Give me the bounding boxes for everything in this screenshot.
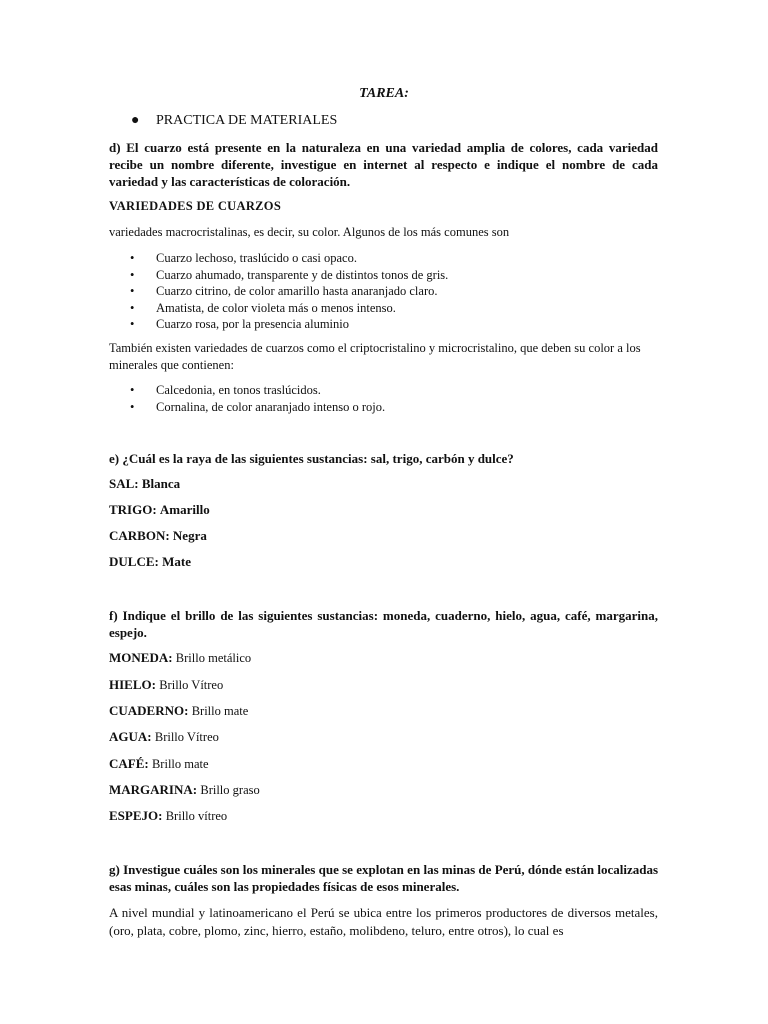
luster-cuaderno: CUADERNO: Brillo mate [109,703,249,718]
question-e: e) ¿Cuál es la raya de las siguientes sustancias: sal, trigo, carbón y dulce? [109,451,514,466]
streak-trigo: TRIGO: Amarillo [109,502,210,517]
bullet-icon: • [130,284,135,298]
list-item: • Cuarzo citrino, de color amarillo hasta anaranjado claro. [130,284,438,298]
question-d: d) El cuarzo está presente en la naturaleza en una variedad amplia de colores, cada variedad recibe un nombre diferente, investigue en internet al respecto e indique el nombre de cada variedad y las características de coloración. [109,140,658,189]
streak-sal: SAL: Blanca [109,476,181,491]
bullet-icon: • [130,251,135,265]
luster-cafe: CAFÉ: Brillo mate [109,756,209,771]
streak-dulce: DULCE: Mate [109,554,191,569]
bullet-icon: ● [131,113,140,128]
paragraph-cripto: También existen variedades de cuarzos como el criptocristalino y microcristalino, que deben su color a los minerales que contienen: [109,341,641,372]
list-item: • Cuarzo ahumado, transparente y de distintos tonos de gris. [130,267,449,282]
luster-moneda: MONEDA: Brillo metálico [109,650,252,665]
bullet-icon: • [130,317,135,331]
list-item: • Amatista, de color violeta más o menos intenso. [130,300,396,315]
bullet-icon: • [130,267,135,282]
list-item: • Cuarzo lechoso, traslúcido o casi opaco. [130,251,357,265]
question-g: g) Investigue cuáles son los minerales que se explotan en las minas de Perú, dónde están localizadas esas minas, cuáles son las propiedades físicas de esos minerales. [109,862,658,894]
answer-g: A nivel mundial y latinoamericano el Perú se ubica entre los primeros productores de diversos metales, (oro, plata, cobre, plomo, zinc, hierro, estaño, molibdeno, teluro, entre otros), lo cual es [109,905,658,938]
page-title: TAREA: [359,86,409,101]
luster-espejo: ESPEJO: Brillo vítreo [109,808,228,823]
luster-agua: AGUA: Brillo Vítreo [109,729,219,744]
bullet-icon: • [130,300,135,315]
list-item: • Cuarzo rosa, por la presencia aluminio [130,317,349,331]
streak-carbon: CARBON: Negra [109,528,207,543]
top-bullet-text: PRACTICA DE MATERIALES [156,113,338,128]
bullet-icon: • [130,399,135,414]
question-f: f) Indique el brillo de las siguientes sustancias: moneda, cuaderno, hielo, agua, café, margarina, espejo. [109,608,658,640]
cripto-list [130,382,385,415]
luster-hielo: HIELO: Brillo Vítreo [109,677,224,692]
variety-list [130,250,448,333]
list-item: • Calcedonia, en tonos traslúcidos. [130,383,321,397]
luster-margarina: MARGARINA: Brillo graso [109,782,260,797]
list-item: • Cornalina, de color anaranjado intenso o rojo. [130,399,386,414]
bullet-icon: • [130,383,135,397]
heading-variedades: VARIEDADES DE CUARZOS [109,199,282,213]
intro-text: variedades macrocristalinas, es decir, su color. Algunos de los más comunes son [109,225,510,239]
top-bullet-item [131,113,337,129]
